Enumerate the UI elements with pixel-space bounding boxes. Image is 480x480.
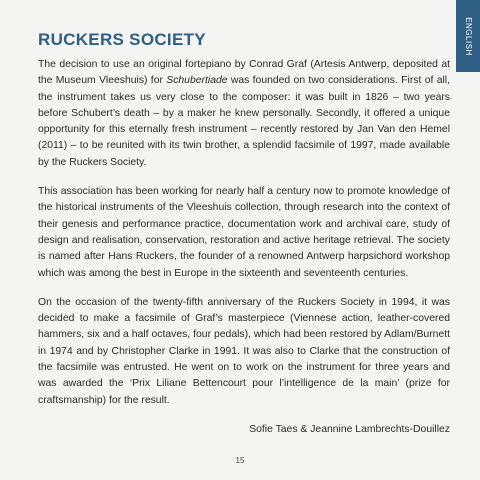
paragraph-1 — [38, 57, 450, 171]
paragraph-2: This association has been working for nearly half a century now to promote knowledge of the historical instruments of the Vleeshuis collection, through research into the context of their genesis and performance practice, documentation work and archival care, study of design and realisation, conservation, restoration and active heritage retrieval. The society is named after Hans Ruckers, the founder of a renowned Antwerp harpsichord workshop which was among the best in Europe in the sixteenth and seventeenth centuries. — [38, 186, 450, 279]
paragraph-3: On the occasion of the twenty-fifth anniversary of the Ruckers Society in 1994, it was decided to make a facsimile of Graf’s masterpiece (Viennese action, leather-covered hammers, six and a half octaves, four pedals), which had been restored by Adlam/Burnett in 1974 and by Christopher Clarke in 1991. It was also to Clarke that the construction of the facsimile was entrusted. He went on to work on the instrument for three years and was awarded the ‘Prix Liliane Bettencourt pour l’intelligence de la main’ (prize for craftsmanship) for the result. — [38, 296, 450, 406]
author-signature: Sofie Taes & Jeannine Lambrechts-Douillez — [249, 423, 450, 435]
article-title: RUCKERS SOCIETY — [38, 30, 206, 49]
paragraph-1-text-start: The decision to use an original fortepiano by Conrad Graf (Artesis Antwerp, deposited at the Museum Vleeshuis) for — [38, 59, 450, 87]
page-number: 15 — [235, 456, 245, 465]
paragraph-1-text-end: was founded on two considerations. First of all, the instrument takes us very close to the composer: it was built in 1826 – two years before Schubert’s death – by a maker he knew personally. Secondly, it offered a unique opportunity for this eternally fresh instrument – recently restored by Jan Van den Hemel (2011) – to be reunited with its twin brother, a splendid facsimile of 1997, made available by the Ruckers Society. — [38, 75, 450, 168]
paragraph-1-italic-title: Schubertiade — [166, 75, 228, 87]
language-tab[interactable] — [456, 0, 480, 72]
language-tab-label: ENGLISH — [463, 16, 473, 56]
article — [38, 30, 450, 438]
